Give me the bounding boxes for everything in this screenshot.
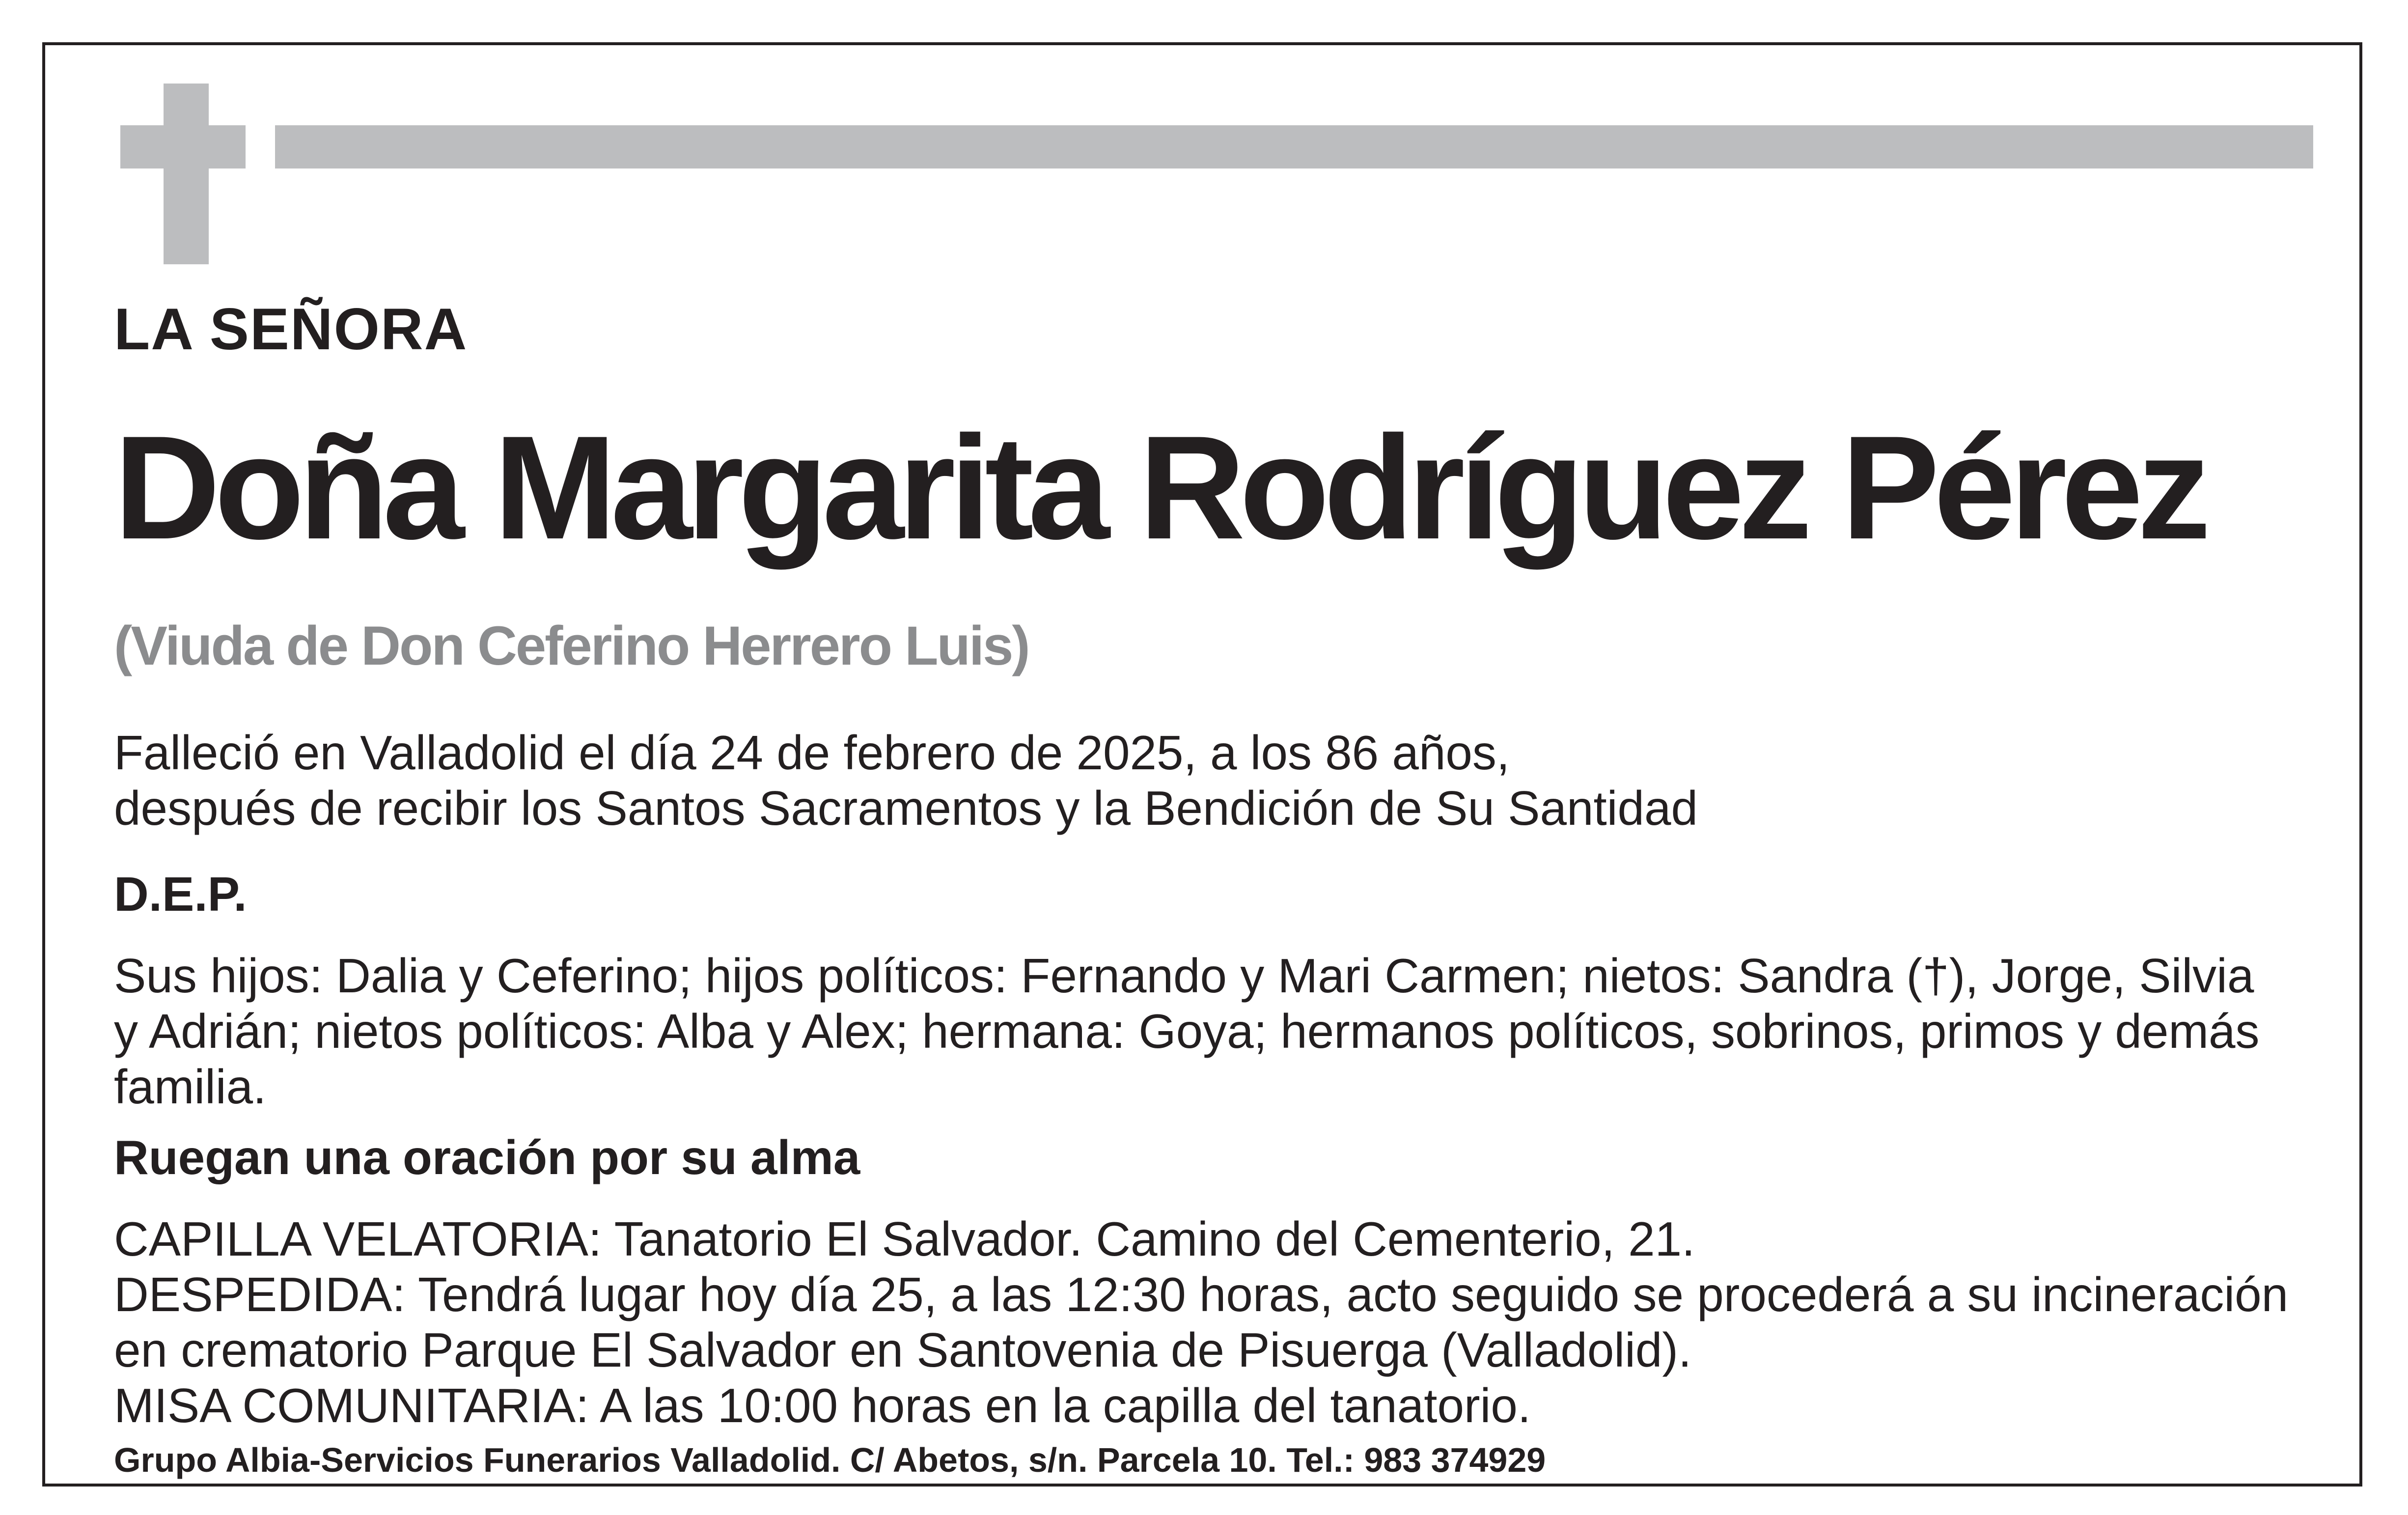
service-line: en crematorio Parque El Salvador en Santovenia de Pisuerga (Valladolid).: [114, 1323, 1692, 1377]
notice-title: LA SEÑORA: [114, 296, 468, 362]
family-line: Sus hijos: Dalia y Ceferino; hijos políticos: Fernando y Mari Carmen; nietos: Sandra (†), Jorge, Silvia: [114, 949, 2254, 1003]
deceased-name: Doña Margarita Rodríguez Pérez: [114, 405, 2205, 570]
death-line: Falleció en Valladolid el día 24 de febrero de 2025, a los 86 años,: [114, 726, 1510, 780]
widow-note: (Viuda de Don Ceferino Herrero Luis): [114, 615, 1029, 676]
family-list: [114, 948, 2260, 1115]
prayer-request: Ruegan una oración por su alma: [114, 1130, 860, 1184]
family-line: y Adrián; nietos políticos: Alba y Alex; hermana: Goya; hermanos políticos, sobrinos, primos y demás: [114, 1004, 2260, 1058]
cross-vertical-bar: [164, 84, 209, 264]
death-line: después de recibir los Santos Sacramentos y la Bendición de Su Santidad: [114, 781, 1698, 835]
header-divider-bar: [275, 125, 2313, 168]
funeral-home-footer: Grupo Albia-Servicios Funerarios Valladolid. C/ Abetos, s/n. Parcela 10. Tel.: 983 374929: [114, 1441, 1546, 1479]
service-line: MISA COMUNITARIA: A las 10:00 horas en la capilla del tanatorio.: [114, 1378, 1531, 1432]
family-line: familia.: [114, 1060, 267, 1114]
service-details: [114, 1211, 2288, 1433]
death-announcement: [114, 725, 1698, 836]
dep-abbreviation: D.E.P.: [114, 867, 247, 921]
service-line: DESPEDIDA: Tendrá lugar hoy día 25, a las 12:30 horas, acto seguido se procederá a su incineración: [114, 1267, 2289, 1321]
service-line: CAPILLA VELATORIA: Tanatorio El Salvador. Camino del Cementerio, 21.: [114, 1212, 1695, 1266]
cross-horizontal-bar: [120, 125, 246, 168]
